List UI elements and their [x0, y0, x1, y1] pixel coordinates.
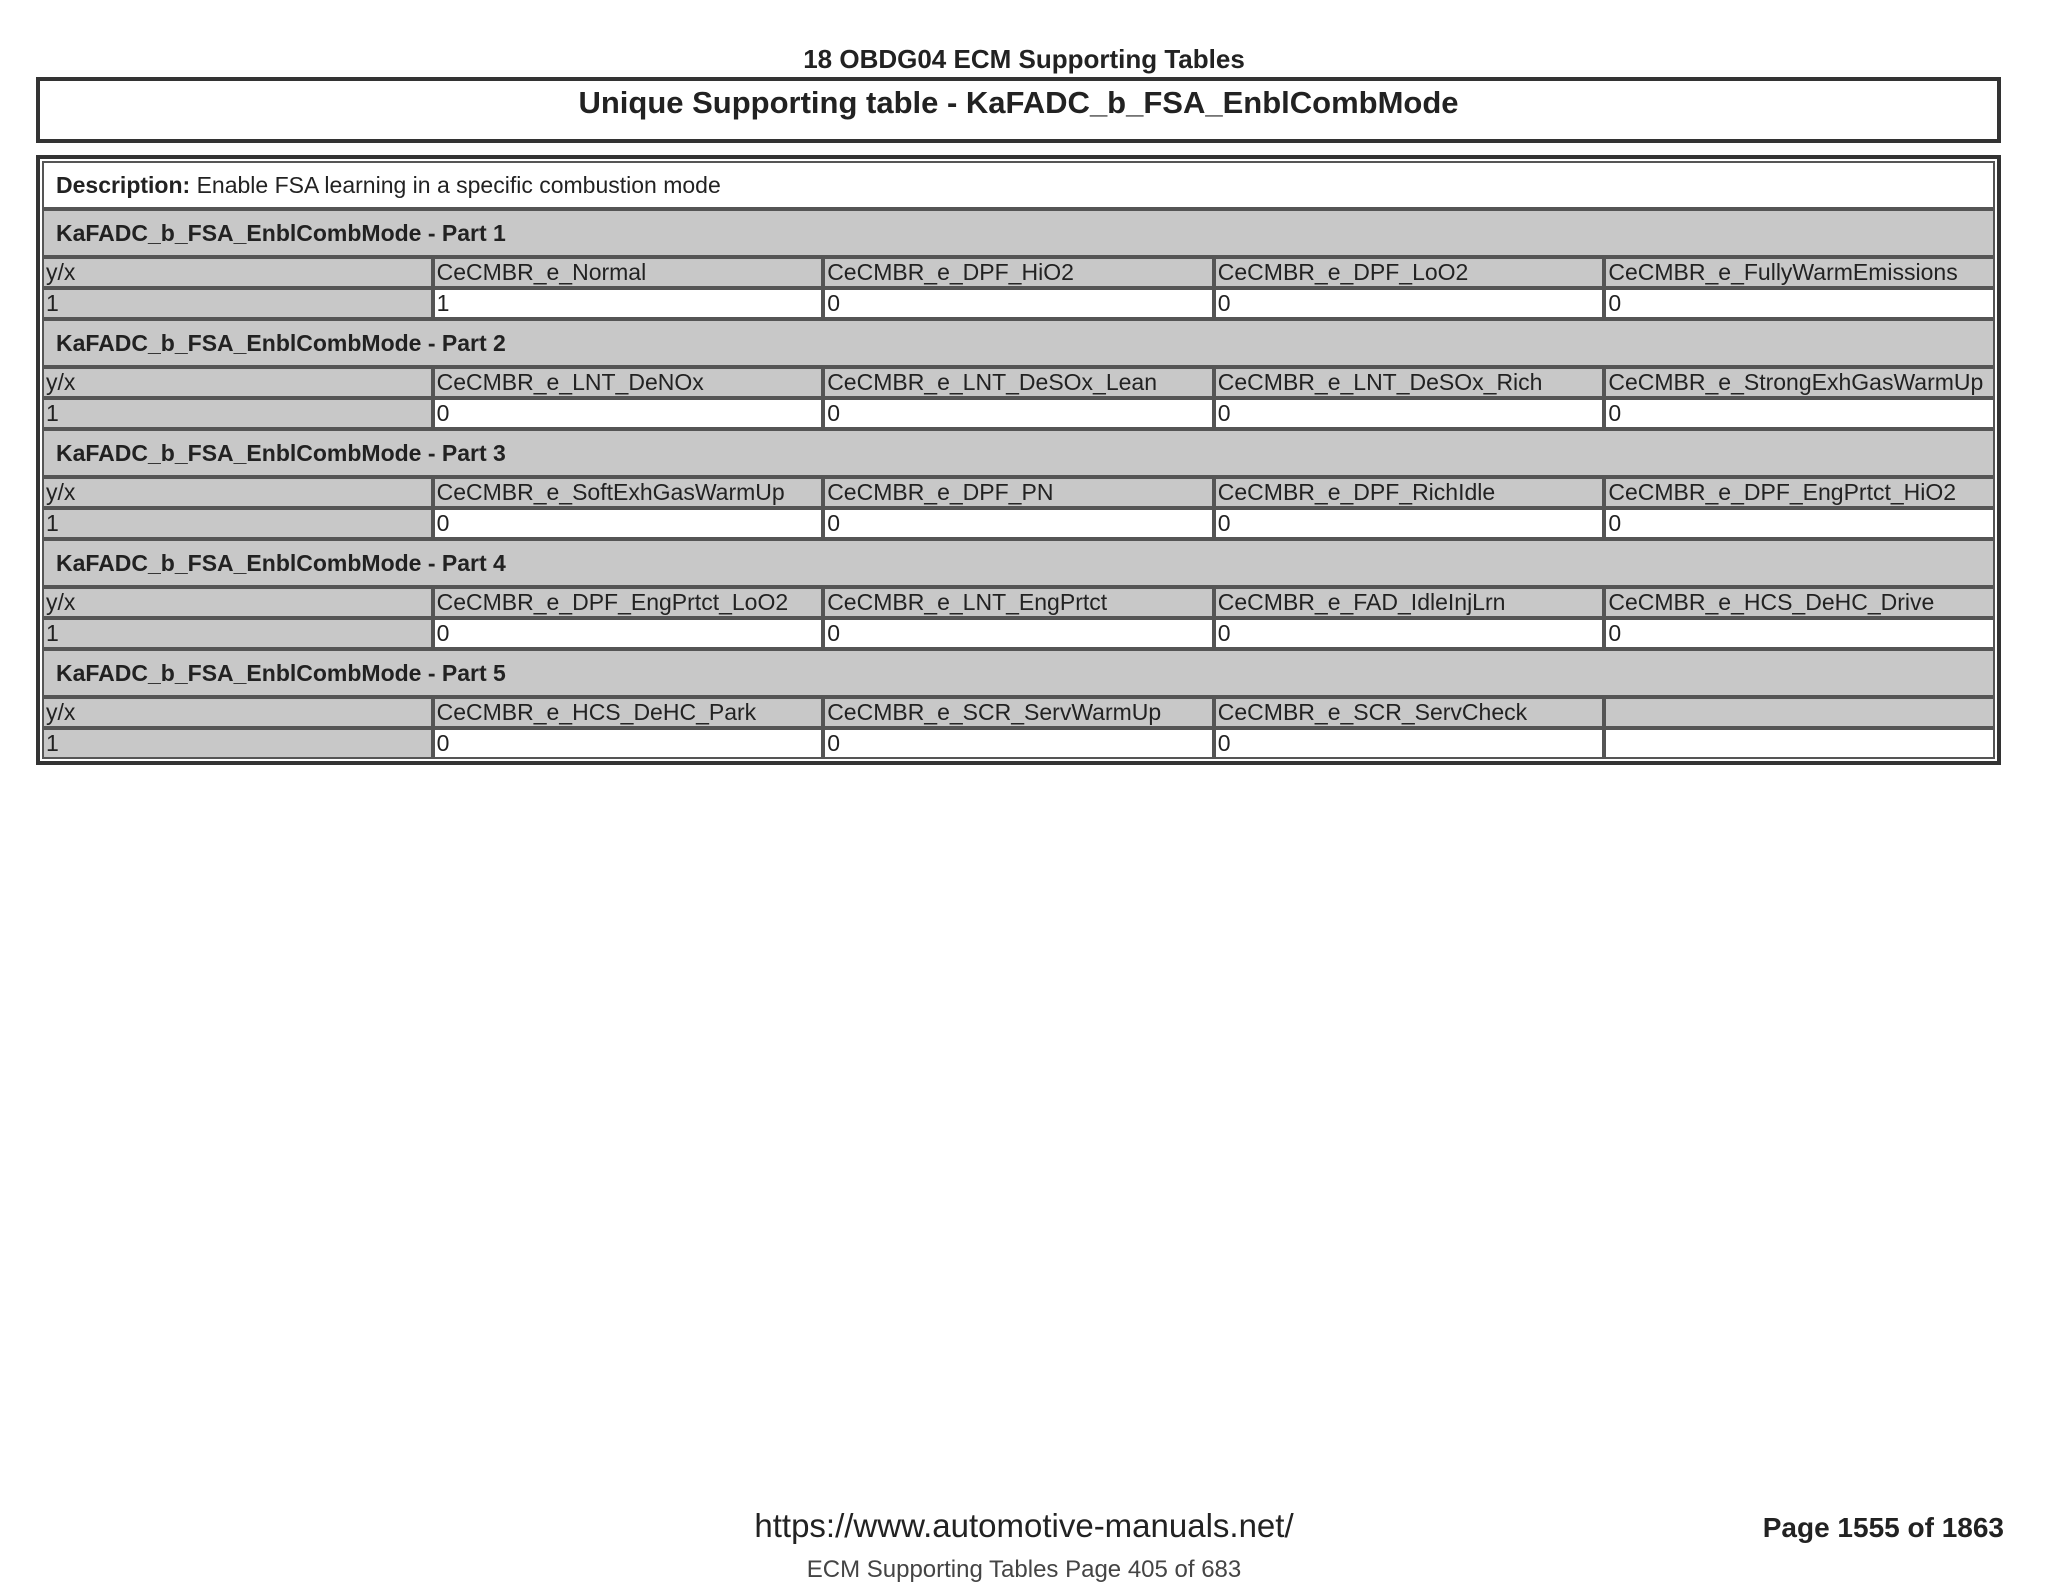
table-title: Unique Supporting table - KaFADC_b_FSA_EnblCombMode — [36, 77, 2001, 143]
value-cell: 0 — [1214, 508, 1605, 539]
part-title: KaFADC_b_FSA_EnblCombMode - Part 5 — [42, 649, 1995, 697]
page-number: Page 1555 of 1863 — [1762, 1512, 2004, 1543]
column-header: CeCMBR_e_DPF_EngPrtct_LoO2 — [433, 587, 824, 618]
value-cell: 0 — [823, 618, 1214, 649]
column-header: CeCMBR_e_DPF_EngPrtct_HiO2 — [1604, 477, 1995, 508]
part-title-row — [42, 209, 1995, 257]
corner-cell: y/x — [42, 477, 433, 508]
value-cell: 0 — [1604, 618, 1995, 649]
description-label: Description: — [56, 171, 191, 198]
column-header: CeCMBR_e_SoftExhGasWarmUp — [433, 477, 824, 508]
column-header: CeCMBR_e_LNT_DeNOx — [433, 367, 824, 398]
value-row — [42, 398, 1995, 429]
value-cell: 0 — [1214, 288, 1605, 319]
column-header: CeCMBR_e_SCR_ServWarmUp — [823, 697, 1214, 728]
row-label: 1 — [42, 618, 433, 649]
column-header: CeCMBR_e_LNT_EngPrtct — [823, 587, 1214, 618]
part-title-row — [42, 539, 1995, 587]
column-header-row — [42, 257, 1995, 288]
value-cell: 0 — [1604, 288, 1995, 319]
supporting-table — [36, 155, 2001, 765]
value-cell: 1 — [433, 288, 824, 319]
part-title-row — [42, 429, 1995, 477]
footer-overlay — [0, 1506, 2048, 1590]
value-row — [42, 288, 1995, 319]
row-label: 1 — [42, 508, 433, 539]
value-cell: 0 — [1214, 398, 1605, 429]
part-title: KaFADC_b_FSA_EnblCombMode - Part 1 — [42, 209, 1995, 257]
corner-cell: y/x — [42, 697, 433, 728]
corner-cell: y/x — [42, 257, 433, 288]
column-header: CeCMBR_e_Normal — [433, 257, 824, 288]
part-title: KaFADC_b_FSA_EnblCombMode - Part 2 — [42, 319, 1995, 367]
value-row — [42, 508, 1995, 539]
column-header-row — [42, 367, 1995, 398]
value-cell — [1604, 728, 1995, 759]
value-cell: 0 — [823, 508, 1214, 539]
column-header: CeCMBR_e_DPF_RichIdle — [1214, 477, 1605, 508]
column-header-row — [42, 477, 1995, 508]
row-label: 1 — [42, 288, 433, 319]
part-title-row — [42, 319, 1995, 367]
column-header: CeCMBR_e_HCS_DeHC_Park — [433, 697, 824, 728]
supporting-table-grid — [42, 161, 1995, 759]
footer-url[interactable]: https://www.automotive-manuals.net/ — [754, 1507, 1294, 1544]
value-cell: 0 — [433, 508, 824, 539]
column-header: CeCMBR_e_HCS_DeHC_Drive — [1604, 587, 1995, 618]
column-header: CeCMBR_e_FullyWarmEmissions — [1604, 257, 1995, 288]
value-cell: 0 — [433, 398, 824, 429]
corner-cell: y/x — [42, 367, 433, 398]
description-row — [42, 161, 1995, 209]
value-cell: 0 — [433, 618, 824, 649]
column-header — [1604, 697, 1995, 728]
column-header: CeCMBR_e_DPF_HiO2 — [823, 257, 1214, 288]
corner-cell: y/x — [42, 587, 433, 618]
value-cell: 0 — [1214, 618, 1605, 649]
value-row — [42, 728, 1995, 759]
value-cell: 0 — [433, 728, 824, 759]
document-header: 18 OBDG04 ECM Supporting Tables — [803, 44, 1245, 74]
value-cell: 0 — [1214, 728, 1605, 759]
value-cell: 0 — [1604, 508, 1995, 539]
value-cell: 0 — [823, 728, 1214, 759]
row-label: 1 — [42, 398, 433, 429]
column-header: CeCMBR_e_DPF_PN — [823, 477, 1214, 508]
column-header-row — [42, 587, 1995, 618]
part-title: KaFADC_b_FSA_EnblCombMode - Part 3 — [42, 429, 1995, 477]
column-header: CeCMBR_e_StrongExhGasWarmUp — [1604, 367, 1995, 398]
value-cell: 0 — [823, 288, 1214, 319]
part-title: KaFADC_b_FSA_EnblCombMode - Part 4 — [42, 539, 1995, 587]
footer-source-page: ECM Supporting Tables Page 405 of 683 — [806, 1556, 1242, 1583]
column-header-row — [42, 697, 1995, 728]
column-header: CeCMBR_e_LNT_DeSOx_Rich — [1214, 367, 1605, 398]
description-text: Enable FSA learning in a specific combustion mode — [196, 171, 721, 198]
value-row — [42, 618, 1995, 649]
column-header: CeCMBR_e_FAD_IdleInjLrn — [1214, 587, 1605, 618]
value-cell: 0 — [823, 398, 1214, 429]
column-header: CeCMBR_e_SCR_ServCheck — [1214, 697, 1605, 728]
part-title-row — [42, 649, 1995, 697]
column-header: CeCMBR_e_LNT_DeSOx_Lean — [823, 367, 1214, 398]
value-cell: 0 — [1604, 398, 1995, 429]
column-header: CeCMBR_e_DPF_LoO2 — [1214, 257, 1605, 288]
row-label: 1 — [42, 728, 433, 759]
description-cell — [42, 161, 1995, 209]
